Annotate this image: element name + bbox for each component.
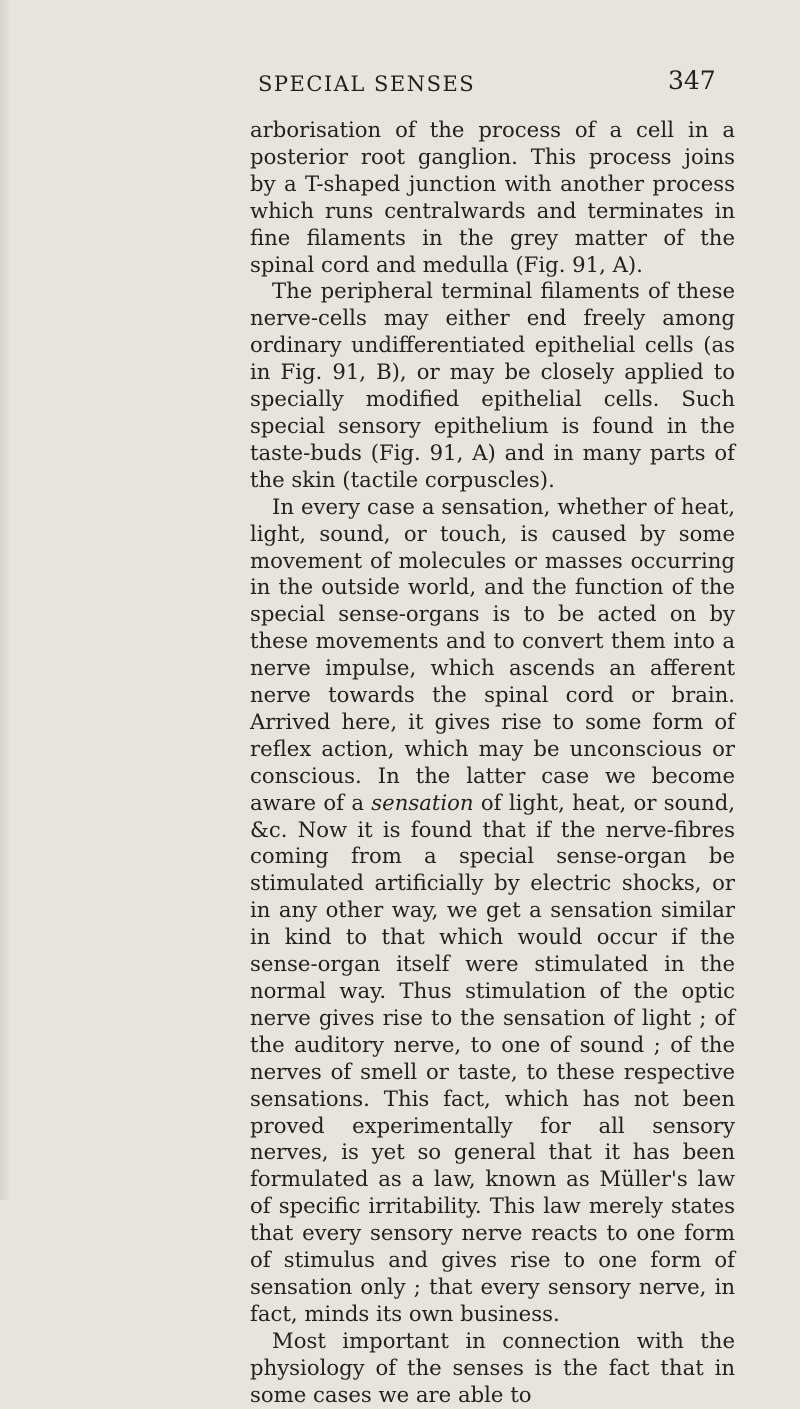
- page-edge-shadow: [0, 0, 10, 1200]
- paragraph-2: The peripheral terminal filaments of these nerve-cells may either end freely among ordinary undifferentiated epithelial cells (as in Fig. 91, B), or may be closely applied to specially modified epithelial cells. Such special sensory epithelium is found in the taste-buds (Fig. 91, A) and in many parts of the skin (tactile corpuscles).: [250, 278, 735, 492]
- paragraph-3-text-before: In every case a sensation, whether of heat, light, sound, or touch, is caused by some movement of molecules or masses occurring in the outside world, and the function of the special sense-organs is to be acted on by these movements and to convert them into a nerve impulse, which ascends an afferent nerve towards the spinal cord or brain. Arrived here, it gives rise to some form of reflex action, which may be unconscious or conscious. In the latter case we become aware of a: [250, 493, 735, 815]
- emphasis-sensation: sensation: [371, 789, 474, 815]
- page-number: 347: [668, 66, 716, 95]
- paragraph-4: Most important in connection with the physiology of the senses is the fact that in some cases we are able to: [250, 1327, 735, 1407]
- running-title: SPECIAL SENSES: [258, 72, 476, 96]
- paragraph-3-text-after: of light, heat, or sound, &c. Now it is found that if the nerve-fibres coming from a special sense-organ be stimulated artificially by electric shocks, or in any other way, we get a sensation similar in kind to that which would occur if the sense-organ itself were stimulated in the normal way. Thus stimulation of the optic nerve gives rise to the sensation of light ; of the auditory nerve, to one of sound ; of the nerves of smell or taste, to these respective sensations. This fact, which has not been proved experimentally for all sensory nerves, is yet so general that it has been formulated as a law, known as Müller's law of specific irritability. This law merely states that every sensory nerve reacts to one form of stimulus and gives rise to one form of sensation only ; that every sensory nerve, in fact, minds its own business.: [250, 789, 735, 1326]
- paragraph-3: [250, 494, 735, 1328]
- body-text: [250, 117, 735, 1409]
- paragraph-1: arborisation of the process of a cell in a posterior root ganglion. This process joins by a T-shaped junction with another process which runs centralwards and terminates in fine filaments in the grey matter of the spinal cord and medulla (Fig. 91, A).: [250, 117, 735, 277]
